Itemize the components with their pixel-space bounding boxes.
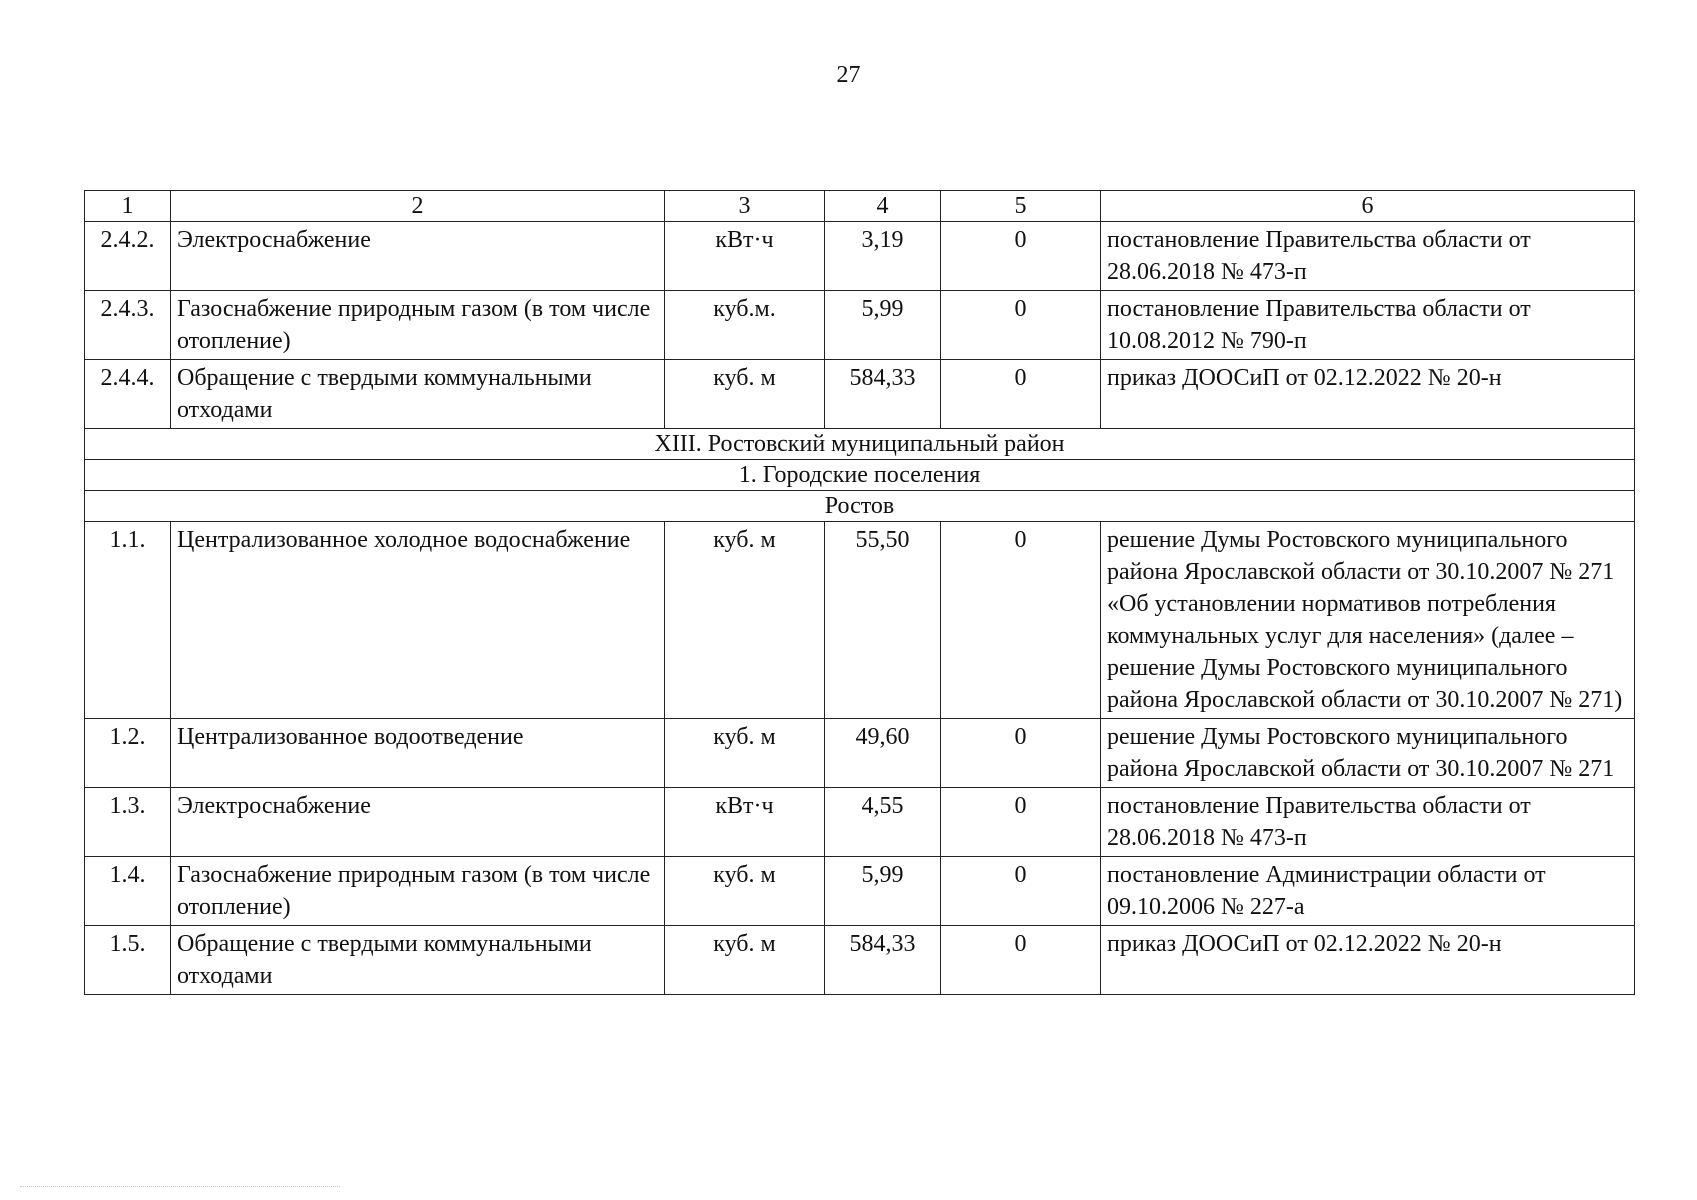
header-cell: 2	[171, 191, 665, 222]
table-row	[85, 788, 1635, 857]
value-col5: 0	[941, 857, 1101, 926]
page-number: 27	[836, 62, 861, 88]
unit: куб. м	[665, 857, 825, 926]
service-name: Газоснабжение природным газом (в том числе отопление)	[171, 857, 665, 926]
unit: куб. м	[665, 522, 825, 719]
service-name: Централизованное водоотведение	[171, 719, 665, 788]
section-row-settlements	[85, 460, 1635, 491]
unit: куб. м	[665, 719, 825, 788]
legal-basis: приказ ДООСиП от 02.12.2022 № 20-н	[1101, 926, 1635, 995]
unit: кВт·ч	[665, 788, 825, 857]
norm-value: 5,99	[825, 857, 941, 926]
section-row-district	[85, 429, 1635, 460]
scan-artifact	[20, 1186, 340, 1189]
legal-basis: приказ ДООСиП от 02.12.2022 № 20-н	[1101, 360, 1635, 429]
legal-basis: постановление Администрации области от 09.10.2006 № 227-а	[1101, 857, 1635, 926]
norm-value: 49,60	[825, 719, 941, 788]
row-number: 2.4.2.	[85, 222, 171, 291]
header-cell: 4	[825, 191, 941, 222]
norm-value: 584,33	[825, 926, 941, 995]
value-col5: 0	[941, 360, 1101, 429]
unit: кВт·ч	[665, 222, 825, 291]
section-heading: 1. Городские поселения	[85, 460, 1635, 491]
unit: куб. м	[665, 926, 825, 995]
unit: куб.м.	[665, 291, 825, 360]
legal-basis: решение Думы Ростовского муниципального района Ярославской области от 30.10.2007 № 271	[1101, 719, 1635, 788]
table-row	[85, 857, 1635, 926]
service-name: Централизованное холодное водоснабжение	[171, 522, 665, 719]
section-heading: Ростов	[85, 491, 1635, 522]
row-number: 1.3.	[85, 788, 171, 857]
row-number: 2.4.3.	[85, 291, 171, 360]
norm-value: 4,55	[825, 788, 941, 857]
tariff-table	[84, 190, 1635, 995]
header-row	[85, 191, 1635, 222]
table-row	[85, 360, 1635, 429]
service-name: Обращение с твердыми коммунальными отходами	[171, 360, 665, 429]
service-name: Обращение с твердыми коммунальными отходами	[171, 926, 665, 995]
service-name: Газоснабжение природным газом (в том числе отопление)	[171, 291, 665, 360]
row-number: 1.4.	[85, 857, 171, 926]
header-cell: 5	[941, 191, 1101, 222]
value-col5: 0	[941, 719, 1101, 788]
table-row	[85, 291, 1635, 360]
norm-value: 55,50	[825, 522, 941, 719]
norm-value: 584,33	[825, 360, 941, 429]
table-row	[85, 522, 1635, 719]
unit: куб. м	[665, 360, 825, 429]
legal-basis: постановление Правительства области от 10.08.2012 № 790-п	[1101, 291, 1635, 360]
section-heading: XIII. Ростовский муниципальный район	[85, 429, 1635, 460]
legal-basis: постановление Правительства области от 28.06.2018 № 473-п	[1101, 788, 1635, 857]
norm-value: 5,99	[825, 291, 941, 360]
table-row	[85, 719, 1635, 788]
section-row-town	[85, 491, 1635, 522]
value-col5: 0	[941, 926, 1101, 995]
legal-basis: постановление Правительства области от 28.06.2018 № 473-п	[1101, 222, 1635, 291]
service-name: Электроснабжение	[171, 222, 665, 291]
row-number: 2.4.4.	[85, 360, 171, 429]
header-cell: 6	[1101, 191, 1635, 222]
row-number: 1.2.	[85, 719, 171, 788]
legal-basis: решение Думы Ростовского муниципального района Ярославской области от 30.10.2007 № 271 «Об установлении нормативов потребления коммунальных услуг для населения» (далее – решение Думы Ростовского муниципального района Ярославской области от 30.10.2007 № 271)	[1101, 522, 1635, 719]
row-number: 1.5.	[85, 926, 171, 995]
value-col5: 0	[941, 291, 1101, 360]
value-col5: 0	[941, 788, 1101, 857]
header-cell: 3	[665, 191, 825, 222]
norm-value: 3,19	[825, 222, 941, 291]
service-name: Электроснабжение	[171, 788, 665, 857]
table-row	[85, 926, 1635, 995]
value-col5: 0	[941, 522, 1101, 719]
header-cell: 1	[85, 191, 171, 222]
value-col5: 0	[941, 222, 1101, 291]
table-row	[85, 222, 1635, 291]
row-number: 1.1.	[85, 522, 171, 719]
